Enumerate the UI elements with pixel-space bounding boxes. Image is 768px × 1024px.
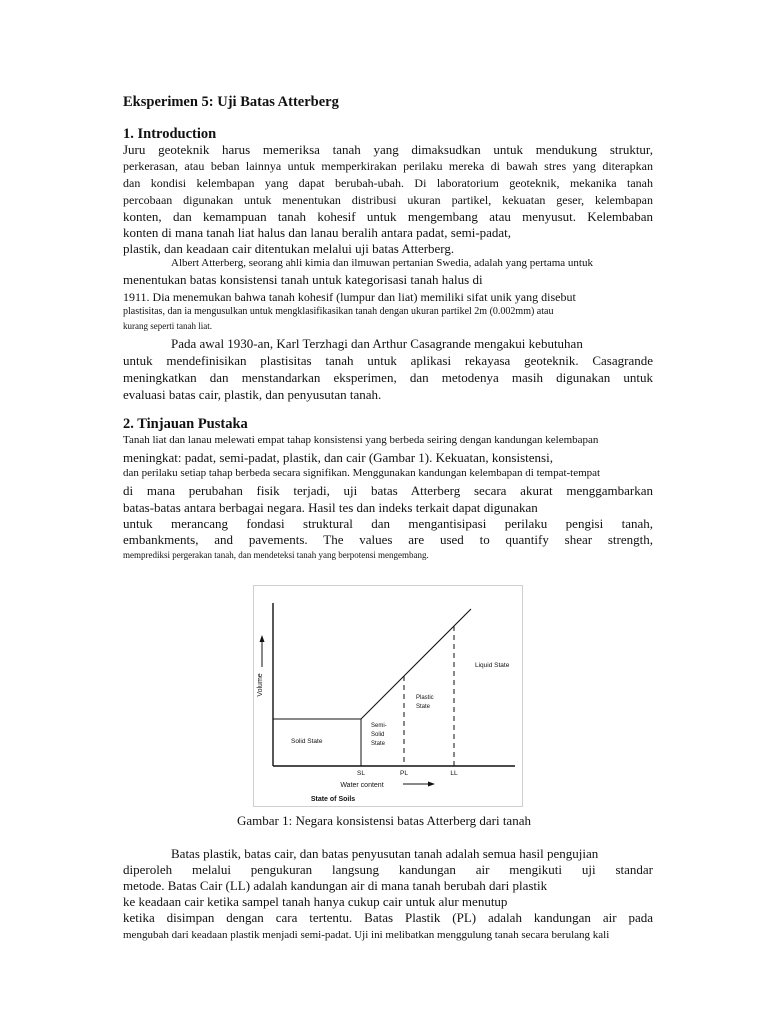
figure-title: State of Soils <box>310 796 356 803</box>
paragraph-line: kurang seperti tanah liat. <box>123 321 212 331</box>
paragraph-line: metode. Batas Cair (LL) adalah kandungan air di mana tanah berubah dari plastik <box>123 878 548 893</box>
paragraph-line: untuk merancang fondasi struktural dan mengantisipasi perilaku pengisi tanah, <box>123 516 653 531</box>
paragraph-line: dan perilaku setiap tahap berbeda secara signifikan. Menggunakan kandungan kelembapan di tempat-tempat <box>123 467 601 479</box>
paragraph-line: memprediksi pergerakan tanah, dan mendeteksi tanah yang berpotensi mengembang. <box>123 550 429 560</box>
paragraph-line: percobaan digunakan untuk menentukan distribusi ukuran partikel, kekuatan geser, kelembapan <box>123 193 653 207</box>
paragraph-line: konten di mana tanah liat halus dan lanau beralih antara padat, semi-padat, <box>123 225 512 240</box>
plastic-state-label-1: Plastic <box>416 695 434 701</box>
paragraph-line: untuk mendefinisikan plastisitas tanah untuk aplikasi rekayasa geoteknik. Casagrande <box>123 353 653 368</box>
y-axis-label: Volume <box>257 673 264 697</box>
section-heading-tinjauan-pustaka: 2. Tinjauan Pustaka <box>123 416 248 432</box>
paragraph-line: Pada awal 1930-an, Karl Terzhagi dan Arthur Casagrande mengakui kebutuhan <box>171 336 583 351</box>
paragraph-line: Juru geoteknik harus memeriksa tanah yang dimaksudkan untuk mendukung struktur, <box>123 142 653 157</box>
paragraph-line: evaluasi batas cair, plastik, dan penyusutan tanah. <box>123 387 382 402</box>
tick-pl: PL <box>400 770 408 777</box>
tick-sl: SL <box>357 770 365 777</box>
paragraph-line: dan kondisi kelembapan yang dapat berubah-ubah. Di laboratorium geoteknik, mekanika tanah <box>123 176 653 190</box>
figure-border <box>254 586 523 807</box>
paragraph-line: menentukan batas konsistensi tanah untuk kategorisasi tanah halus di <box>123 272 483 287</box>
paragraph-line: mengubah dari keadaan plastik menjadi semi-padat. Uji ini melibatkan menggulung tanah secara berulang kali <box>123 929 610 941</box>
paragraph-line: di mana perubahan fisik terjadi, uji batas Atterberg secara akurat menggambarkan <box>123 483 653 498</box>
paragraph-line: meningkat: padat, semi-padat, plastik, dan cair (Gambar 1). Kekuatan, konsistensi, <box>123 450 553 465</box>
x-axis-label: Water content <box>340 782 384 789</box>
paragraph-line: meningkatkan dan menstandarkan eksperimen, dan metodenya masih digunakan untuk <box>123 370 653 385</box>
paragraph-line: 1911. Dia menemukan bahwa tanah kohesif (lumpur dan liat) memiliki sifat unik yang disebut <box>123 290 576 304</box>
paragraph-line: ke keadaan cair ketika sampel tanah hanya cukup cair untuk alur menutup <box>123 894 508 909</box>
paragraph-line: perkerasan, atau beban lainnya untuk memperkirakan perilaku mereka di bawah stres yang diterapkan <box>123 159 653 173</box>
semi-solid-label-1: Semi- <box>371 723 387 729</box>
state-of-soils-diagram <box>253 585 523 807</box>
solid-state-label: Solid State <box>291 738 323 745</box>
paragraph-line: ketika disimpan dengan cara tertentu. Batas Plastik (PL) adalah kandungan air pada <box>123 910 653 925</box>
liquid-state-label: Liquid State <box>475 662 510 669</box>
paragraph-line: diperoleh melalui pengukuran langsung kandungan air mengikuti uji standar <box>123 862 653 877</box>
tick-ll: LL <box>450 770 458 777</box>
paragraph-line: plastik, dan keadaan cair ditentukan melalui uji batas Atterberg. <box>123 241 455 256</box>
paragraph-line: Albert Atterberg, seorang ahli kimia dan ilmuwan pertanian Swedia, adalah yang pertama untuk <box>171 257 593 269</box>
paragraph-line: embankments, and pavements. The values are used to quantify shear strength, <box>123 532 653 547</box>
atterberg-limits-figure <box>253 585 523 807</box>
paragraph-line: Batas plastik, batas cair, dan batas penyusutan tanah adalah semua hasil pengujian <box>171 846 599 861</box>
plastic-state-label-2: State <box>416 704 431 710</box>
semi-solid-label-3: State <box>371 741 386 747</box>
section-heading-introduction: 1. Introduction <box>123 126 217 142</box>
paragraph-line: batas-batas antara berbagai negara. Hasil tes dan indeks terkait dapat digunakan <box>123 500 538 515</box>
paragraph-line: Tanah liat dan lanau melewati empat tahap konsistensi yang berbeda seiring dengan kandungan kelembapan <box>123 434 599 446</box>
figure-caption: Gambar 1: Negara konsistensi batas Atterberg dari tanah <box>237 813 531 828</box>
semi-solid-label-2: Solid <box>371 732 385 738</box>
paragraph-line: plastisitas, dan ia mengusulkan untuk mengklasifikasikan tanah dengan ukuran partikel 2m (0.002mm) atau <box>123 306 554 317</box>
document-title: Eksperimen 5: Uji Batas Atterberg <box>123 94 339 110</box>
paragraph-line: konten, dan kemampuan tanah kohesif untuk mengembang atau menyusut. Kelembaban <box>123 209 653 224</box>
